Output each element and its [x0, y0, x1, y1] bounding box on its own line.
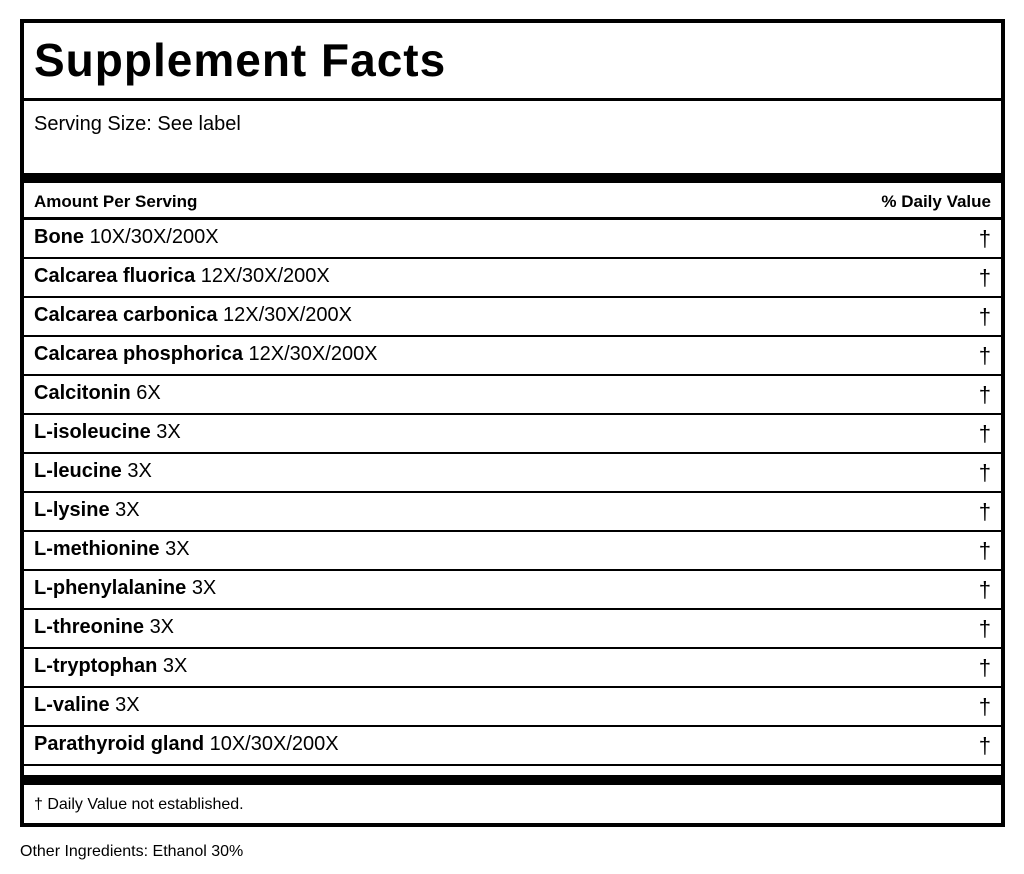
ingredient-name-and-potency [34, 616, 174, 639]
panel-title: Supplement Facts [34, 34, 447, 86]
ingredient-potency: 12X/30X/200X [248, 343, 378, 365]
ingredient-row [24, 220, 1001, 259]
ingredient-name-and-potency [34, 421, 181, 444]
divider [24, 98, 1001, 101]
ingredient-name-and-potency [34, 460, 152, 483]
ingredient-name-and-potency [34, 694, 140, 717]
daily-value-dagger: † [978, 577, 991, 602]
daily-value-dagger: † [978, 655, 991, 680]
ingredient-potency: 6X [136, 382, 161, 404]
ingredient-name: L-isoleucine [34, 421, 151, 443]
ingredient-name: L-tryptophan [34, 655, 158, 677]
ingredient-name: L-leucine [34, 460, 122, 482]
ingredient-potency: 3X [127, 460, 152, 482]
ingredient-name: Calcarea fluorica [34, 265, 196, 287]
ingredient-name: Calcarea carbonica [34, 304, 218, 326]
ingredient-potency: 3X [156, 421, 181, 443]
ingredient-row [24, 688, 1001, 727]
daily-value-dagger: † [978, 733, 991, 758]
ingredient-row [24, 571, 1001, 610]
ingredient-potency: 12X/30X/200X [200, 265, 330, 287]
daily-value-dagger: † [978, 382, 991, 407]
ingredient-row [24, 376, 1001, 415]
ingredient-name-and-potency [34, 538, 190, 561]
daily-value-dagger: † [978, 499, 991, 524]
ingredient-row [24, 532, 1001, 571]
ingredient-potency: 10X/30X/200X [89, 226, 219, 248]
ingredient-name-and-potency [34, 304, 352, 327]
daily-value-dagger: † [978, 616, 991, 641]
ingredient-name-and-potency [34, 577, 216, 600]
ingredient-name-and-potency [34, 655, 187, 678]
ingredient-list [24, 220, 1001, 766]
ingredient-row [24, 259, 1001, 298]
ingredient-row [24, 610, 1001, 649]
thick-divider [24, 775, 1001, 785]
ingredient-row [24, 493, 1001, 532]
ingredient-name-and-potency [34, 499, 140, 522]
ingredient-name: L-threonine [34, 616, 144, 638]
ingredient-name: L-valine [34, 694, 110, 716]
daily-value-dagger: † [978, 460, 991, 485]
daily-value-dagger: † [978, 538, 991, 563]
ingredient-row [24, 727, 1001, 766]
ingredient-name: L-phenylalanine [34, 577, 187, 599]
footnote: † Daily Value not established. [34, 796, 244, 813]
ingredient-row [24, 415, 1001, 454]
ingredient-name: Bone [34, 226, 84, 248]
daily-value-label: % Daily Value [881, 192, 991, 211]
daily-value-dagger: † [978, 694, 991, 719]
ingredient-row [24, 649, 1001, 688]
ingredient-name: Calcitonin [34, 382, 131, 404]
ingredient-potency: 3X [115, 499, 140, 521]
column-header [24, 183, 1001, 220]
ingredient-potency: 3X [162, 655, 188, 677]
ingredient-potency: 3X [149, 616, 175, 638]
ingredient-potency: 3X [115, 694, 140, 716]
ingredient-name-and-potency [34, 733, 339, 756]
ingredient-potency: 3X [191, 577, 217, 599]
ingredient-name: L-methionine [34, 538, 160, 560]
other-ingredients: Other Ingredients: Ethanol 30% [20, 843, 244, 860]
daily-value-dagger: † [978, 265, 991, 290]
ingredient-name: Calcarea phosphorica [34, 343, 243, 365]
daily-value-dagger: † [978, 226, 991, 251]
supplement-facts-panel [20, 19, 1005, 827]
ingredient-row [24, 454, 1001, 493]
daily-value-dagger: † [978, 421, 991, 446]
ingredient-name-and-potency [34, 382, 161, 405]
serving-size: Serving Size: See label [34, 113, 241, 135]
ingredient-name-and-potency [34, 226, 219, 249]
ingredient-potency: 3X [165, 538, 190, 560]
ingredient-name-and-potency [34, 265, 330, 288]
daily-value-dagger: † [978, 304, 991, 329]
thick-divider [24, 173, 1001, 183]
ingredient-potency: 10X/30X/200X [209, 733, 339, 755]
amount-per-serving-label: Amount Per Serving [34, 192, 198, 211]
ingredient-name: Parathyroid gland [34, 733, 205, 755]
ingredient-row [24, 337, 1001, 376]
ingredient-name: L-lysine [34, 499, 110, 521]
ingredient-potency: 12X/30X/200X [223, 304, 352, 326]
ingredient-name-and-potency [34, 343, 378, 366]
daily-value-dagger: † [978, 343, 991, 368]
ingredient-row [24, 298, 1001, 337]
